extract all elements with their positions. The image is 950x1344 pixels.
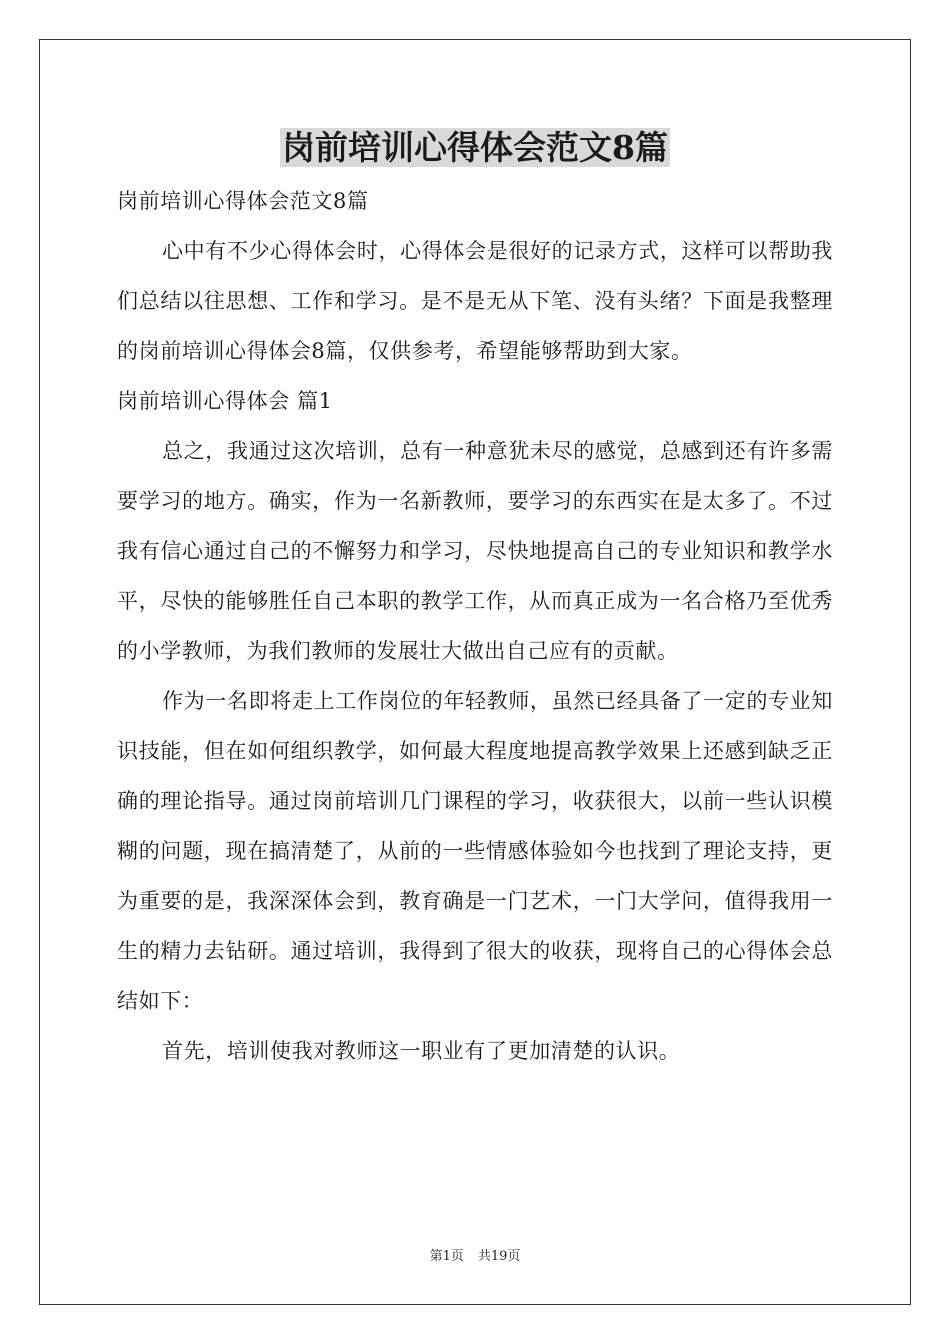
section-heading: 岗前培训心得体会 篇1 (117, 389, 333, 413)
page-number-current: 第1页 (429, 1249, 464, 1264)
document-title-text: 岗前培训心得体会范文8篇 (282, 128, 668, 167)
page-footer (0, 1248, 950, 1266)
section-paragraph-3: 首先，培训使我对教师这一职业有了更加清楚的认识。 (162, 1039, 681, 1063)
section-paragraph-2: 作为一名即将走上工作岗位的年轻教师，虽然已经具备了一定的专业知识技能，但在如何组织教学，如何最大程度地提高教学效果上还感到缺乏正确的理论指导。通过岗前培训几门课程的学习，收获很大，以前一些认识模糊的问题，现在搞清楚了，从前的一些情感体验如今也找到了理论支持，更为重要的是，我深深体会到，教育确是一门艺术，一门大学问，值得我用一生的精力去钻研。通过培训，我得到了很大的收获，现将自己的心得体会总结如下： (117, 689, 833, 1013)
intro-paragraph: 心中有不少心得体会时，心得体会是很好的记录方式，这样可以帮助我们总结以往思想、工作和学习。是不是无从下笔、没有头绪？下面是我整理的岗前培训心得体会8篇，仅供参考，希望能够帮助到大家。 (117, 239, 833, 363)
document-body (117, 176, 833, 1076)
page-number-total: 共19页 (477, 1249, 521, 1264)
section-paragraph-1: 总之，我通过这次培训，总有一种意犹未尽的感觉，总感到还有许多需要学习的地方。确实，作为一名新教师，要学习的东西实在是太多了。不过我有信心通过自己的不懈努力和学习，尽快地提高自己的专业知识和教学水平，尽快的能够胜任自己本职的教学工作，从而真正成为一名合格乃至优秀的小学教师，为我们教师的发展壮大做出自己应有的贡献。 (117, 439, 833, 663)
document-subtitle: 岗前培训心得体会范文8篇 (117, 189, 369, 213)
document-title (0, 126, 950, 170)
